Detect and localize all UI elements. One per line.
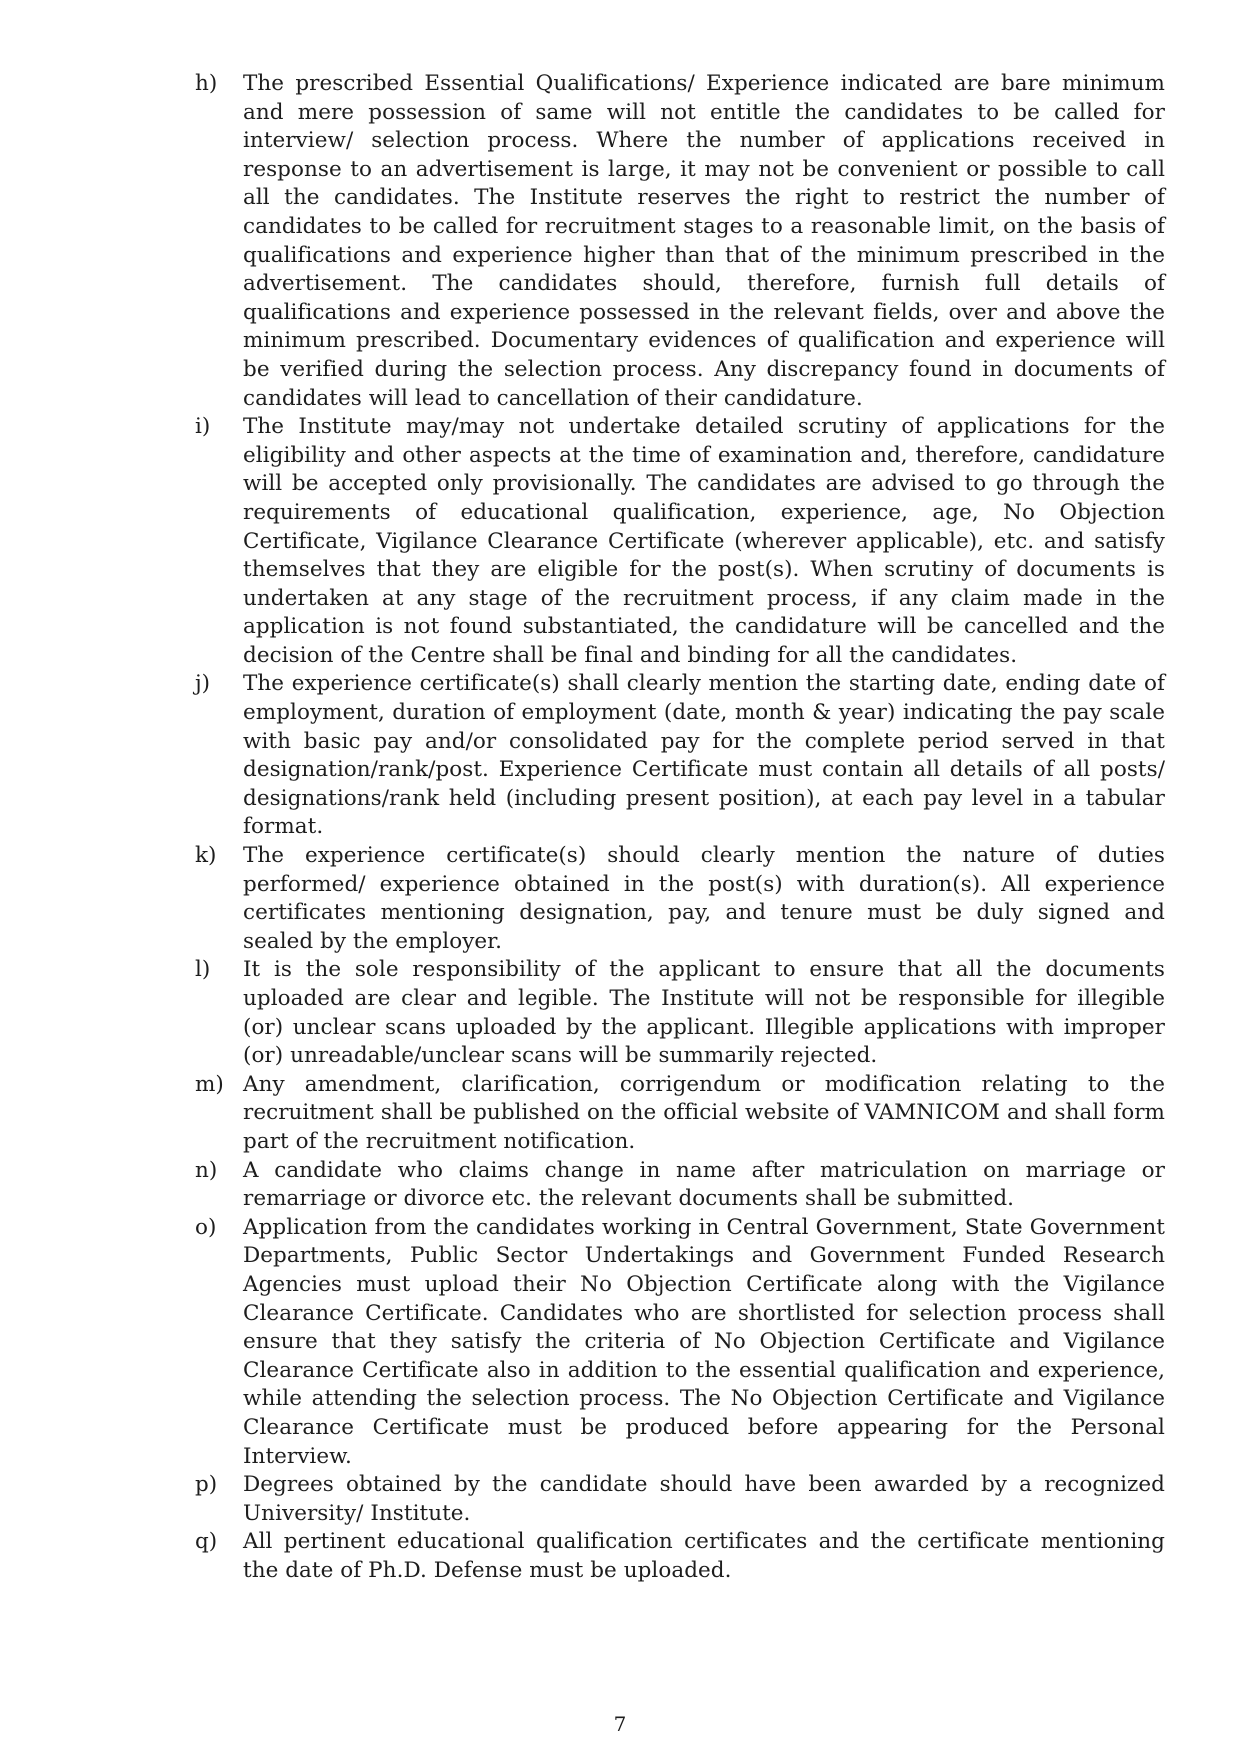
- clause-text: The Institute may/may not undertake detailed scrutiny of applications for the eligibility and other aspects at the time of examination and, therefore, candidature will be accepted only provisionally. The candidates are advised to go through the requirements of educational qualification, experience, age, No Objection Certificate, Vigilance Clearance Certificate (wherever applicable), etc. and satisfy themselves that they are eligible for the post(s). When scrutiny of documents is undertaken at any stage of the recruitment process, if any claim made in the application is not found substantiated, the candidature will be cancelled and the decision of the Centre shall be final and binding for all the candidates.: [243, 414, 1165, 668]
- clause-marker: m): [195, 1071, 224, 1097]
- page-number: 7: [613, 1712, 627, 1736]
- clause-o: [195, 1214, 1165, 1471]
- clause-h: [195, 70, 1165, 413]
- clause-marker: j): [195, 671, 211, 697]
- clause-text: The experience certificate(s) shall clearly mention the starting date, ending date of employment, duration of employment (date, month & year) indicating the pay scale with basic pay and/or consolidated pay for the complete period served in that designation/rank/post. Experience Certificate must contain all details of all posts/ designations/rank held (including present position), at each pay level in a tabular format.: [243, 671, 1165, 840]
- clause-marker: q): [195, 1529, 218, 1555]
- clause-text: Application from the candidates working in Central Government, State Government Departments, Public Sector Undertakings and Government Funded Research Agencies must upload their No Objection Certificate along with the Vigilance Clearance Certificate. Candidates who are shortlisted for selection process shall ensure that they satisfy the criteria of No Objection Certificate and Vigilance Clearance Certificate also in addition to the essential qualification and experience, while attending the selection process. The No Objection Certificate and Vigilance Clearance Certificate must be produced before appearing for the Personal Interview.: [243, 1214, 1165, 1469]
- clause-l: [195, 956, 1165, 1070]
- clause-marker: l): [195, 957, 211, 983]
- clause-marker: p): [195, 1472, 218, 1498]
- clause-marker: n): [195, 1157, 218, 1183]
- clause-marker: i): [195, 414, 211, 440]
- clause-text: The prescribed Essential Qualifications/ Experience indicated are bare minimum and mere possession of same will not entitle the candidates to be called for interview/ selection process. Where the number of applications received in response to an advertisement is large, it may not be convenient or possible to call all the candidates. The Institute reserves the right to restrict the number of candidates to be called for recruitment stages to a reasonable limit, on the basis of qualifications and experience higher than that of the minimum prescribed in the advertisement. The candidates should, therefore, furnish full details of qualifications and experience possessed in the relevant fields, over and above the minimum prescribed. Documentary evidences of qualification and experience will be verified during the selection process. Any discrepancy found in documents of candidates will lead to cancellation of their candidature.: [243, 71, 1165, 411]
- clause-text: Any amendment, clarification, corrigendum or modification relating to the recruitment shall be published on the official website of VAMNICOM and shall form part of the recruitment notification.: [243, 1071, 1165, 1154]
- clause-j: [195, 670, 1165, 842]
- clause-marker: o): [195, 1214, 217, 1240]
- clause-marker: k): [195, 843, 217, 869]
- clause-m: [195, 1071, 1165, 1157]
- clause-text: It is the sole responsibility of the applicant to ensure that all the documents uploaded are clear and legible. The Institute will not be responsible for illegible (or) unclear scans uploaded by the applicant. Illegible applications with improper (or) unreadable/unclear scans will be summarily rejected.: [243, 957, 1165, 1069]
- clause-text: All pertinent educational qualification certificates and the certificate mentioning the date of Ph.D. Defense must be uploaded.: [243, 1529, 1165, 1583]
- clause-marker: h): [195, 71, 218, 96]
- clause-i: [195, 413, 1165, 670]
- clause-k: [195, 842, 1165, 956]
- clause-list: [195, 70, 1165, 1585]
- clause-q: [195, 1528, 1165, 1585]
- clause-text: A candidate who claims change in name after matriculation on marriage or remarriage or divorce etc. the relevant documents shall be submitted.: [243, 1157, 1165, 1212]
- clause-p: [195, 1471, 1165, 1528]
- clause-text: Degrees obtained by the candidate should have been awarded by a recognized University/ Institute.: [243, 1472, 1165, 1526]
- clause-text: The experience certificate(s) should clearly mention the nature of duties performed/ experience obtained in the post(s) with duration(s). All experience certificates mentioning designation, pay, and tenure must be duly signed and sealed by the employer.: [243, 843, 1165, 954]
- clause-n: [195, 1157, 1165, 1214]
